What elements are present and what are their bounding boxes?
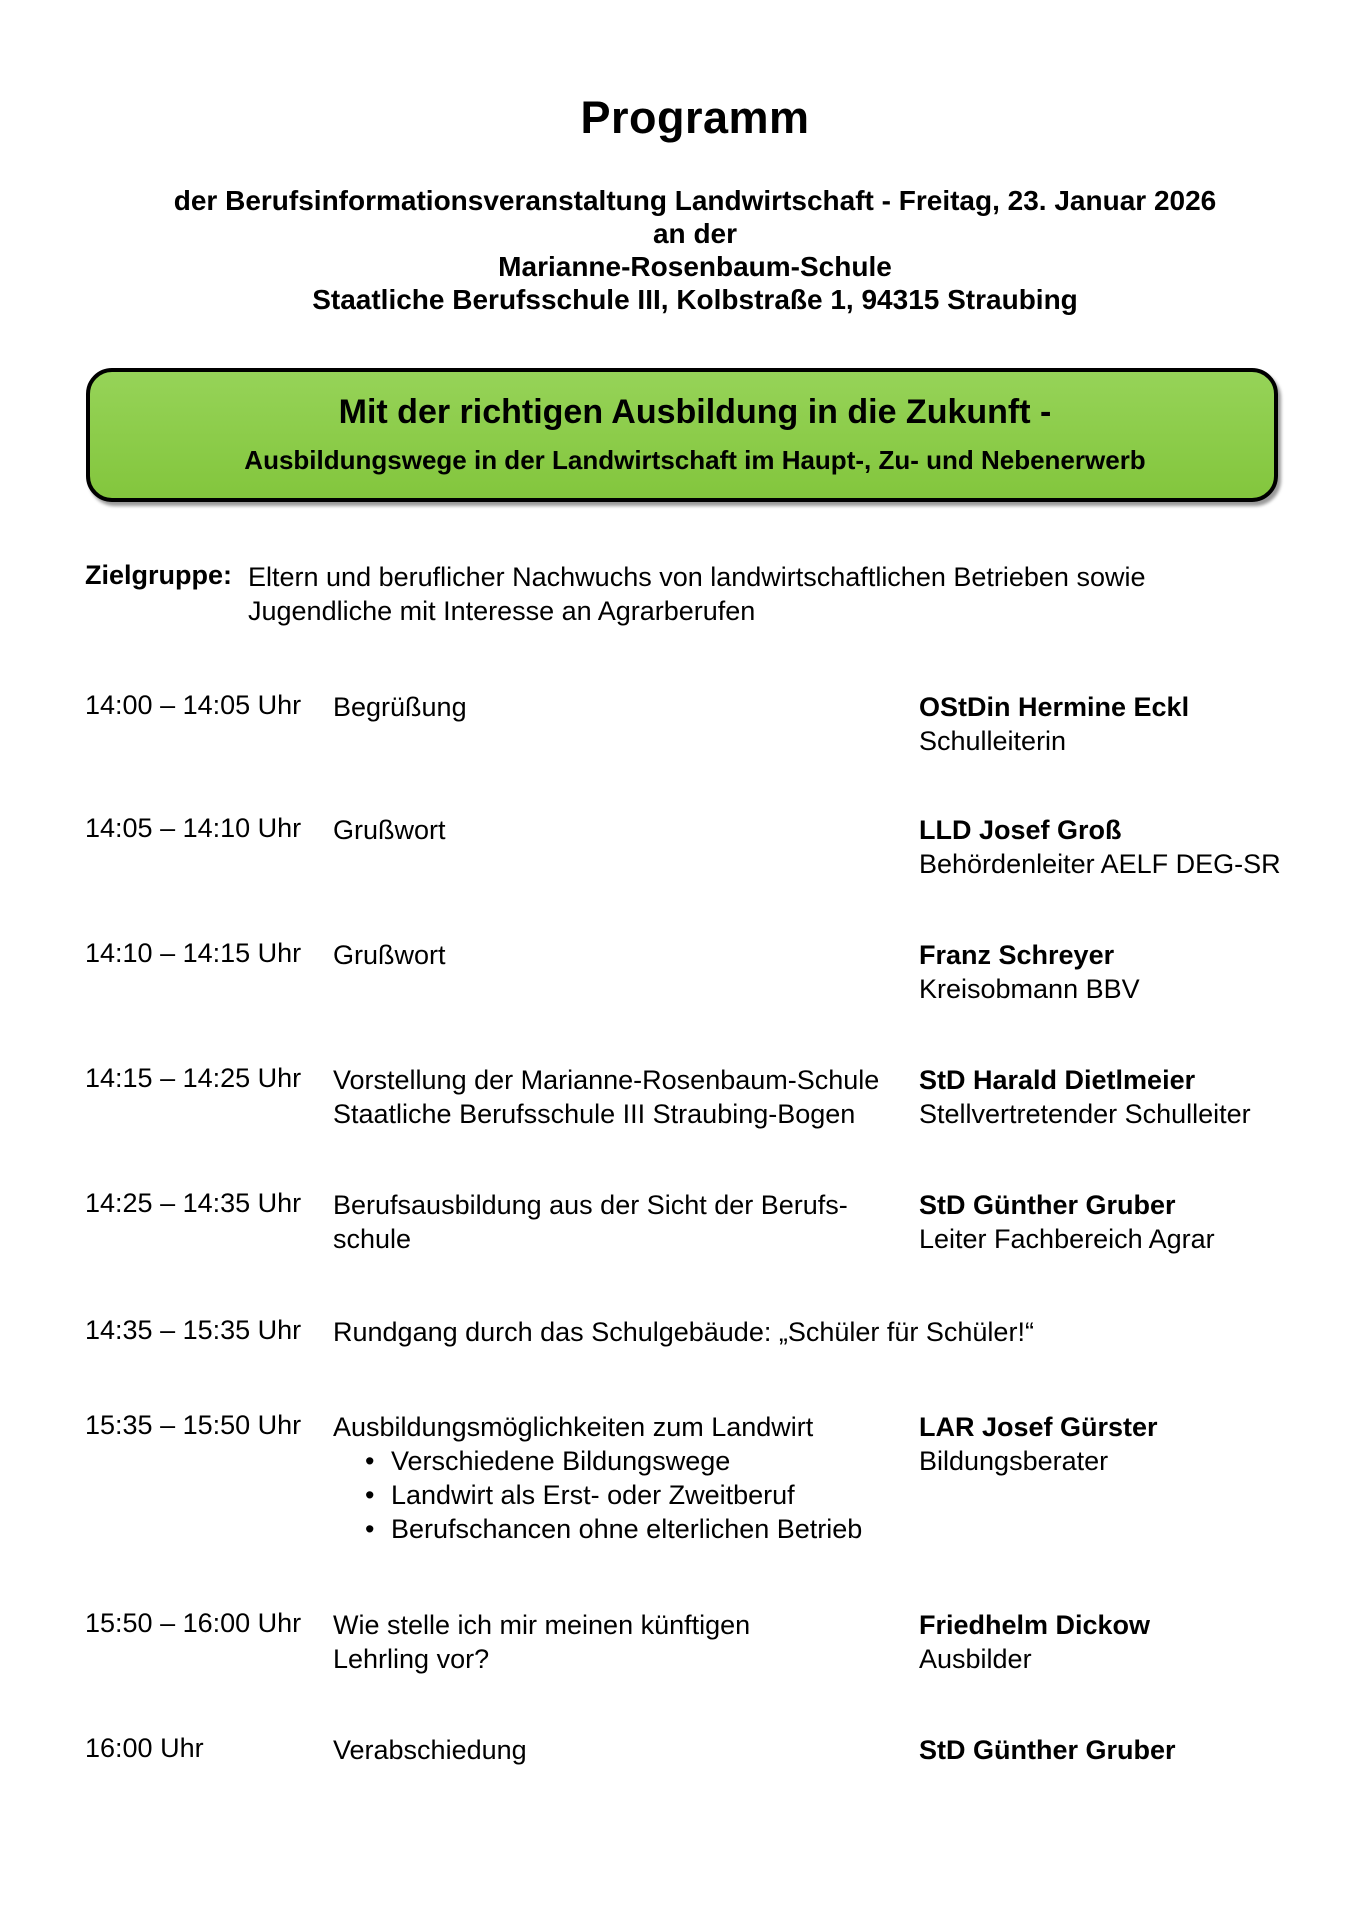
activity-line: Verabschiedung [333, 1735, 527, 1765]
bullet-item: • Berufschancen ohne elterlichen Betrieb [333, 1512, 1113, 1546]
speaker-name: OStDin Hermine Eckl [919, 692, 1190, 722]
banner-subtitle: Ausbildungswege in der Landwirtschaft im Haupt-, Zu- und Nebenerwerb [244, 445, 1146, 475]
time-cell: 14:35 – 15:35 Uhr [85, 1315, 302, 1345]
bullet-item: • Verschiedene Bildungswege [333, 1444, 1113, 1478]
banner-title: Mit der richtigen Ausbildung in die Zukunft - [338, 393, 1052, 431]
page-title: Programm [580, 92, 810, 143]
time-cell: 15:35 – 15:50 Uhr [85, 1410, 302, 1440]
speaker-role: Ausbilder [919, 1644, 1032, 1674]
time-cell: 14:10 – 14:15 Uhr [85, 938, 302, 968]
activity-line: Staatliche Berufsschule III Straubing-Bogen [333, 1099, 856, 1129]
speaker-role: Schulleiterin [919, 726, 1067, 756]
speaker-role: Kreisobmann BBV [919, 974, 1140, 1004]
time-cell: 14:25 – 14:35 Uhr [85, 1188, 302, 1218]
activity-cell [333, 1315, 1113, 1349]
speaker-cell [919, 1188, 1349, 1256]
speaker-name: StD Günther Gruber [919, 1190, 1176, 1220]
bullet-item: • Landwirt als Erst- oder Zweitberuf [333, 1478, 1113, 1512]
activity-line: schule [333, 1224, 412, 1254]
activity-line: Grußwort [333, 940, 446, 970]
speaker-name: StD Günther Gruber [919, 1735, 1176, 1765]
activity-line: Begrüßung [333, 692, 467, 722]
activity-line: Lehrling vor? [333, 1644, 490, 1674]
activity-line: Berufsausbildung aus der Sicht der Berufs- [333, 1190, 848, 1220]
audience-label: Zielgruppe: [85, 560, 232, 590]
speaker-name: Franz Schreyer [919, 940, 1115, 970]
speaker-name: StD Harald Dietlmeier [919, 1065, 1196, 1095]
time-cell: 14:00 – 14:05 Uhr [85, 690, 302, 720]
speaker-name: LLD Josef Groß [919, 815, 1122, 845]
time-cell: 14:15 – 14:25 Uhr [85, 1063, 302, 1093]
speaker-cell [919, 1608, 1349, 1676]
speaker-cell [919, 1733, 1349, 1767]
speaker-name: LAR Josef Gürster [919, 1412, 1158, 1442]
audience-text-line: Eltern und beruflicher Nachwuchs von landwirtschaftlichen Betrieben sowie [248, 562, 1146, 592]
header-subtitle-line: der Berufsinformationsveranstaltung Landwirtschaft - Freitag, 23. Januar 2026 [173, 185, 1217, 216]
activity-line: Rundgang durch das Schulgebäude: „Schüler für Schüler!“ [333, 1317, 1034, 1347]
time-cell: 15:50 – 16:00 Uhr [85, 1608, 302, 1638]
speaker-name: Friedhelm Dickow [919, 1610, 1151, 1640]
activity-line: Wie stelle ich mir meinen künftigen [333, 1610, 751, 1640]
header-subtitle-line: Staatliche Berufsschule III, Kolbstraße 1, 94315 Straubing [312, 284, 1078, 315]
activity-line: Vorstellung der Marianne-Rosenbaum-Schule [333, 1065, 880, 1095]
speaker-cell [919, 690, 1349, 758]
activity-line: Ausbildungsmöglichkeiten zum Landwirt [333, 1412, 814, 1442]
speaker-role: Leiter Fachbereich Agrar [919, 1224, 1215, 1254]
time-cell: 14:05 – 14:10 Uhr [85, 813, 302, 843]
time-cell: 16:00 Uhr [85, 1733, 204, 1763]
speaker-cell [919, 938, 1349, 1006]
speaker-role: Behördenleiter AELF DEG-SR [919, 849, 1281, 879]
speaker-role: Bildungsberater [919, 1446, 1109, 1476]
speaker-cell [919, 813, 1349, 881]
speaker-cell [919, 1063, 1349, 1131]
header-subtitle-line: an der [652, 218, 738, 249]
header-subtitle-line: Marianne-Rosenbaum-Schule [498, 251, 892, 282]
audience-text-line: Jugendliche mit Interesse an Agrarberufen [248, 596, 756, 626]
speaker-cell [919, 1410, 1349, 1478]
activity-line: Grußwort [333, 815, 446, 845]
speaker-role: Stellvertretender Schulleiter [919, 1099, 1251, 1129]
